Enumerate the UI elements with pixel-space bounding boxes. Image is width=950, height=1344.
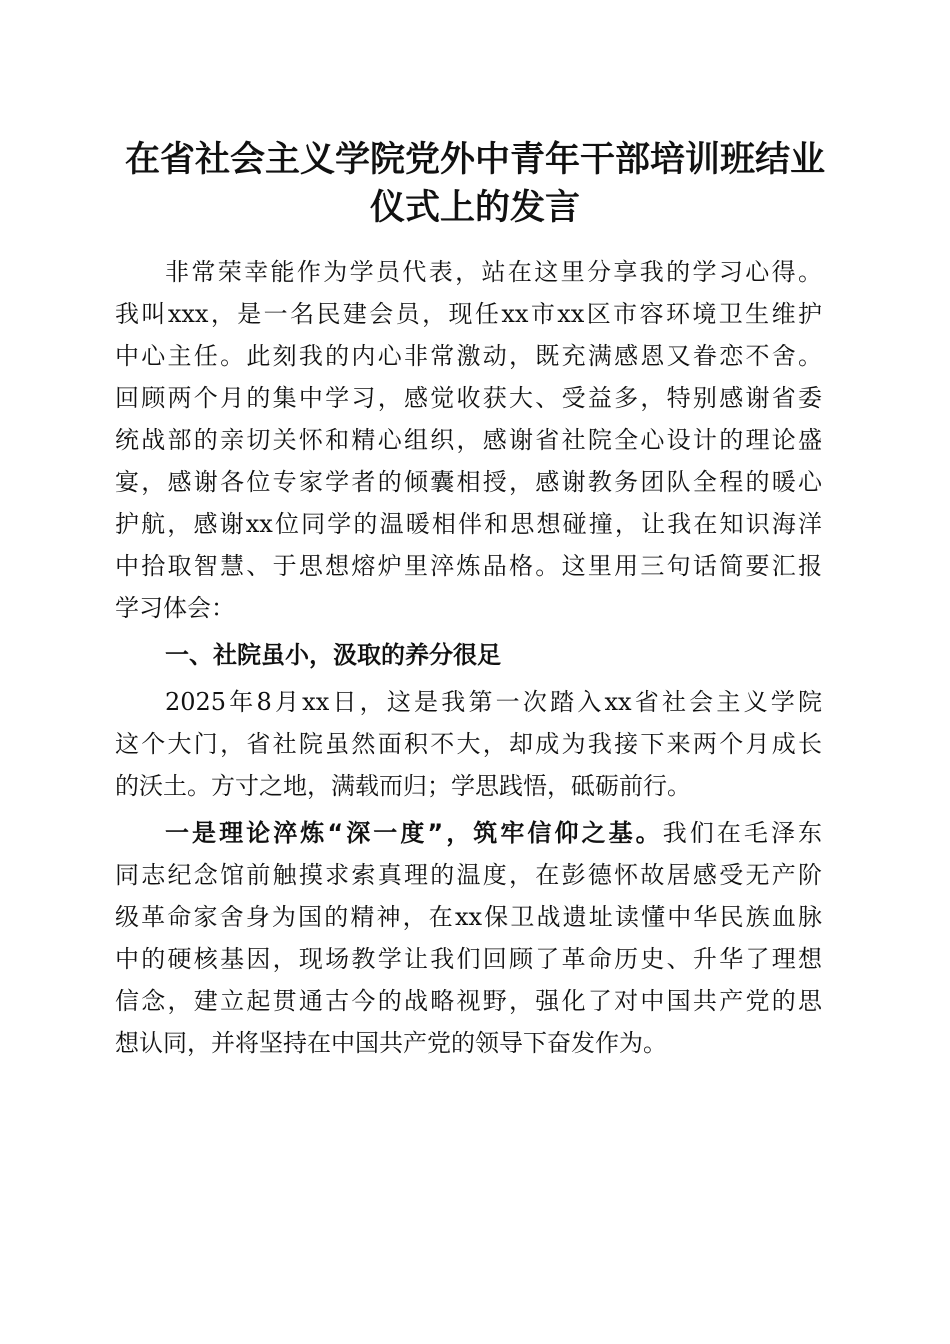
text-line: 中拾取智慧、于思想熔炉里淬炼品格。这里用三句话简要汇报 (115, 552, 822, 580)
text-line: 宴，感谢各位专家学者的倾囊相授，感谢教务团队全程的暖心 (115, 468, 822, 496)
text-line: 这个大门，省社院虽然面积不大，却成为我接下来两个月成长 (115, 730, 822, 758)
text-line (115, 812, 822, 854)
text-line: 护航，感谢xx位同学的温暖相伴和思想碰撞，让我在知识海洋 (115, 510, 822, 538)
text-line: 的沃土。方寸之地，满载而归；学思践悟，砥砺前行。 (115, 772, 691, 800)
text-line: 信念，建立起贯通古今的战略视野，强化了对中国共产党的思 (115, 987, 822, 1015)
text-line: 级革命家舍身为国的精神，在xx保卫战遗址读懂中华民族血脉 (115, 903, 822, 931)
point-lead: 一是理论淬炼“深一度”，筑牢信仰之基。 (165, 819, 663, 847)
text-line: 非常荣幸能作为学员代表，站在这里分享我的学习心得。 (165, 258, 822, 286)
text-line: 想认同，并将坚持在中国共产党的领导下奋发作为。 (115, 1029, 667, 1057)
section-heading-paragraph (115, 634, 822, 676)
point-lead-rest: 我们在毛泽东 (662, 819, 823, 847)
text-line: 学习体会： (115, 594, 235, 622)
text-line: 我叫xxx，是一名民建会员，现任xx市xx区市容环境卫生维护 (115, 300, 822, 328)
point-paragraph (115, 812, 822, 1064)
section-paragraph (115, 681, 822, 807)
intro-paragraph (115, 251, 822, 629)
text-line: 中心主任。此刻我的内心非常激动，既充满感恩又眷恋不舍。 (115, 342, 822, 370)
text-line: 2025年8月xx日，这是我第一次踏入xx省社会主义学院 (165, 688, 822, 716)
document-title (100, 136, 850, 232)
title-line-2: 仪式上的发言 (369, 188, 580, 228)
text-line: 回顾两个月的集中学习，感觉收获大、受益多，特别感谢省委 (115, 384, 822, 412)
document-body (115, 251, 822, 1069)
text-line: 统战部的亲切关怀和精心组织，感谢省社院全心设计的理论盛 (115, 426, 822, 454)
text-line: 中的硬核基因，现场教学让我们回顾了革命历史、升华了理想 (115, 945, 822, 973)
title-line-1: 在省社会主义学院党外中青年干部培训班结业 (124, 140, 825, 180)
text-line: 同志纪念馆前触摸求索真理的温度，在彭德怀故居感受无产阶 (115, 861, 822, 889)
section-heading: 一、社院虽小，汲取的养分很足 (165, 641, 501, 669)
